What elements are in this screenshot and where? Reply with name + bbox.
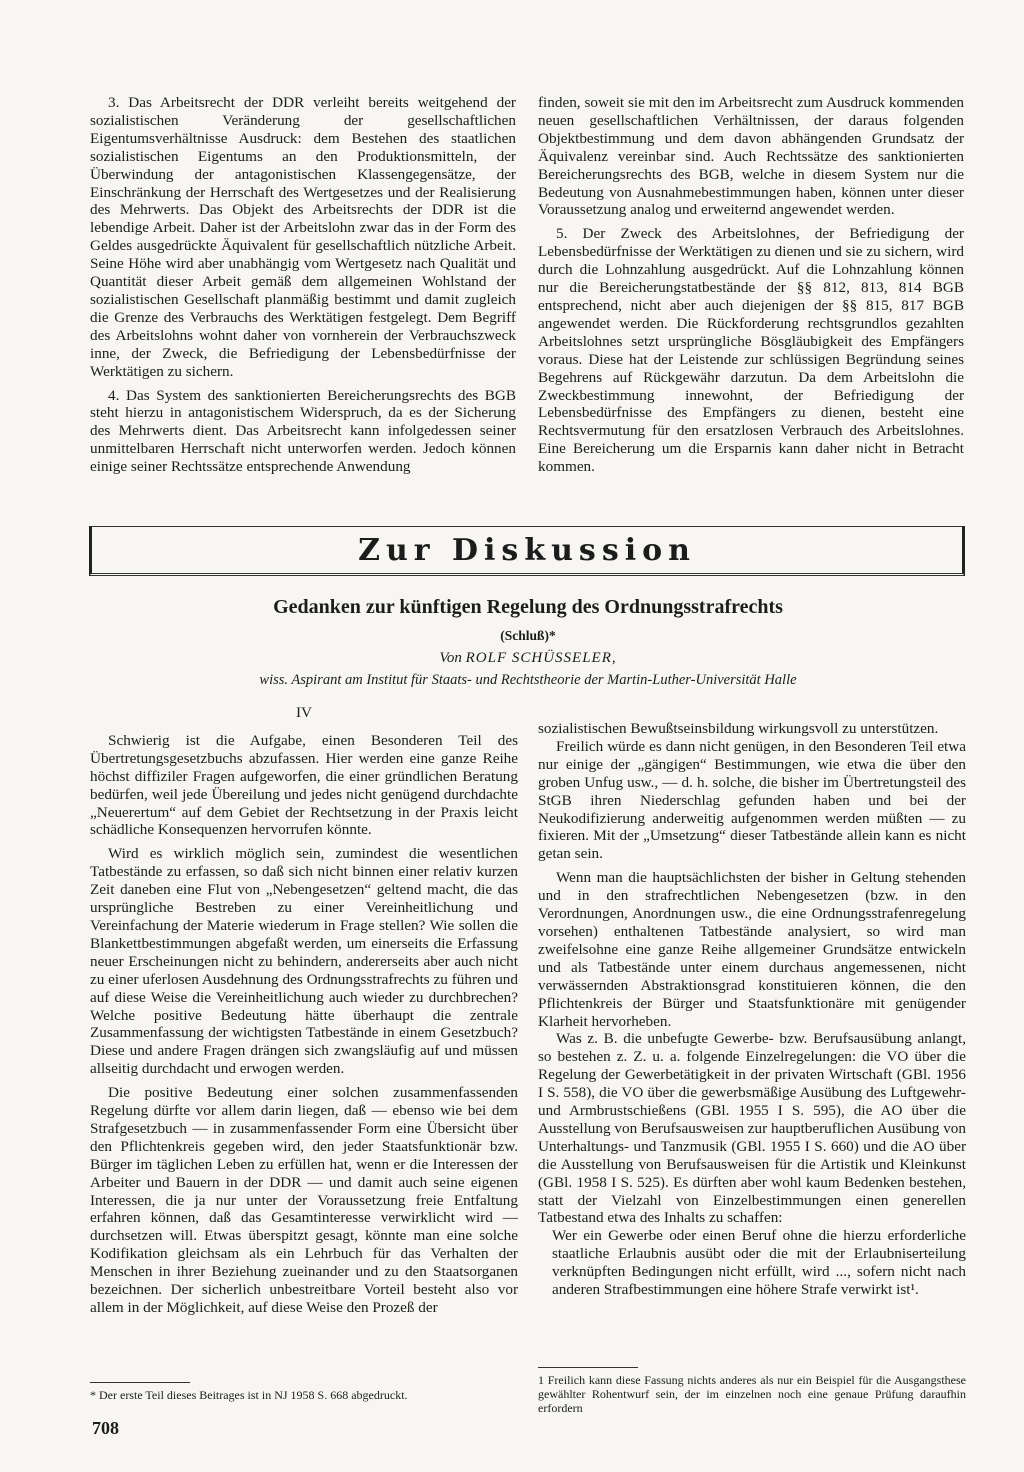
block-quote: Wer ein Gewerbe oder einen Beruf ohne die hierzu erforderliche staatliche Erlaubnis ausübt oder die mit der Erlaubniserteilung verknüpften Bedingungen nicht erfüllt, wird ..., sofern nicht nach anderen Strafbestimmungen eine höhere Strafe verwirkt ist¹.: [552, 1227, 966, 1299]
body-paragraph: Was z. B. die unbefugte Gewerbe- bzw. Berufsausübung anlangt, so bestehen z. Z. u. a. folgende Einzelregelungen: die VO über die Regelung der Gewerbetätigkeit in der privaten Wirtschaft (GBl. 1956 I S. 558), die VO über die gewerbsmäßige Ausübung des Luftgewehr- und Armbrustschießens (GBl. 1955 I S. 595), die AO über die Ausstellung von Berufsausweisen zur hauptberuflichen Ausübung von Unterhaltungs- und Tanzmusik (GBl. 1955 I S. 660) und die AO über die Ausstellung von Berufsausweisen für die Artistik und Kleinkunst (GBl. 1958 I S. 525). Es dürften aber wohl kaum Bedenken bestehen, statt der Vielzahl von Einzelbestimmungen einen generellen Tatbestand etwa des Inhalts zu schaffen:: [538, 1030, 966, 1227]
author-name: ROLF SCHÜSSELER,: [465, 650, 617, 666]
footnote-divider: [538, 1367, 638, 1368]
author-line: [90, 650, 966, 667]
section-banner: [89, 526, 965, 576]
body-paragraph: sozialistischen Bewußtseinsbildung wirkungsvoll zu unterstützen.: [538, 720, 939, 737]
article-title: Gedanken zur künftigen Regelung des Ordnungsstrafrechts: [273, 596, 783, 618]
bottom-left-column: [90, 704, 518, 1317]
paragraph-3: 3. Das Arbeitsrecht der DDR verleiht bereits weitgehend der sozialistischen Veränderung der gesellschaftlichen Eigentumsverhältnisse Ausdruck: dem Bestehen des staatlichen sozialistischen Eigentums an den Produktionsmitteln, der Überwindung der antagonistischen Klassengegensätze, der Einschränkung der Herrschaft des Wertgesetzes und der Realisierung des Mehrwerts. Das Objekt des Arbeitsrechts der DDR ist die lebendige Arbeit. Daher ist der Arbeitslohn zwar das in der Form des Geldes ausgedrückte Äquivalent für gesellschaftlich nützliche Arbeit. Seine Höhe wird aber unabhängig vom Wertgesetz nach Qualität und Quantität dieser Arbeit gemäß dem allgemeinen Wohlstand der sozialistischen Gesellschaft planmäßig bestimmt und damit zugleich die Grenze des Verbrauchs des Werktätigen festgelegt. Dem Begriff des Arbeitslohns wohnt daher von vornherein der Verbrauchszweck inne, der Zweck, die Befriedigung der Lebensbedürfnisse der Werktätigen zu sichern.: [90, 94, 516, 380]
footnote-divider: [90, 1382, 190, 1383]
paragraph-4-continued: finden, soweit sie mit den im Arbeitsrecht zum Ausdruck kommenden neuen gesellschaftlichen Verhältnissen, der daraus folgenden Objektbestimmung und dem davon abhängenden Grundsatz der Äquivalenz vereinbar sind. Auch Rechtssätze des sanktionierten Bereicherungsrechts des BGB, welche in diesem System nur die Bedeutung von Ausnahmebestimmungen haben, können unter dieser Voraussetzung analog und erweiternd angewendet werden.: [538, 94, 964, 219]
footnote-1: 1 Freilich kann diese Fassung nichts anderes als nur ein Beispiel für die Ausgangsthese gewählter Rohentwurf sein, der im einzelnen noch eine genaue Prüfung daraufhin erfordern: [538, 1373, 966, 1415]
footnote-asterisk: * Der erste Teil dieses Beitrages ist in NJ 1958 S. 668 abgedruckt.: [90, 1388, 408, 1402]
body-paragraph: Schwierig ist die Aufgabe, einen Besonderen Teil des Übertretungsgesetzbuchs abzufassen. Hier werden eine ganze Reihe höchst diffiziler Fragen aufgeworfen, die einer gründlichen Beratung bedürfen, weil jede Übereilung und jedes nicht genügend durchdachte „Neuerertum“ auf dem Gebiet der Rechtsetzung in der Praxis leicht schädliche Konsequenzen hervorrufen könnte.: [90, 731, 518, 839]
paragraph-4: 4. Das System des sanktionierten Bereicherungsrechts des BGB steht hierzu in antagonistischem Widerspruch, da es der Sicherung des Mehrwerts dient. Das Arbeitsrecht kann infolgedessen seiner unmittelbaren Herrschaft nicht unterworfen werden. Jedoch können einige seiner Rechtssätze entsprechende Anwendung: [90, 386, 516, 476]
section-banner-title: Zur Diskussion: [358, 532, 696, 568]
body-paragraph: Wenn man die hauptsächlichsten der bisher in Geltung stehenden und in den strafrechtlichen Nebengesetzen (bzw. in den Verordnungen, Anordnungen usw., die eine Ordnungsstrafenregelung vorsehen) enthaltenen Tatbestände analysiert, so wird man zweifelsohne eine ganze Reihe allgemeiner Grundsätze entwickeln und als Tatbestände unter einem durchaus angemessenen, nicht verwässernden Abstraktionsgrad konstituieren können, die den Pflichtenkreis der Bürger und Staatsfunktionäre mit genügender Klarheit hervorheben.: [538, 869, 966, 1030]
author-affiliation: wiss. Aspirant am Institut für Staats- und Rechtstheorie der Martin-Luther-Universität Halle: [259, 672, 797, 688]
top-right-column: [538, 94, 964, 476]
body-paragraph: Die positive Bedeutung einer solchen zusammenfassenden Regelung dürfte vor allem darin liegen, daß — ebenso wie bei dem Strafgesetzbuch — in zusammenfassender Form eine Übersicht über den Pflichtenkreis gegeben wird, den jeder Staatsfunktionär bzw. Bürger im täglichen Leben zu erfüllen hat, wenn er die Interessen der Arbeiter und Bauern in der DDR — und damit auch seine eigenen Interessen, die ja nur unter der Voraussetzung freie Entfaltung erfahren können, daß das Gesamtinteresse verwirklicht wird — durchsetzen will. Etwas überspitzt gesagt, könnte man eine solche Kodifikation gleichsam als ein Lehrbuch für das Verhalten der Menschen in ihrer Beziehung zueinander und zu den Staatsorganen bezeichnen. Der sicherlich unbestreitbare Vorteil besteht also vor allem in der Möglichkeit, auf diese Weise den Prozeß der: [90, 1084, 518, 1316]
section-number: IV: [295, 704, 313, 721]
bottom-right-column: [538, 720, 966, 1299]
body-paragraph: Wird es wirklich möglich sein, zumindest die wesentlichen Tatbestände zu erfassen, so daß sich nicht binnen einer relativ kurzen Zeit daneben eine Flut von „Nebengesetzen“ geltend macht, die das ursprüngliche Bestreben zu einer Vereinheitlichung und Vereinfachung der Materie wiederum in Frage stellen? Wie sollen die Blankettbestimmungen abgefaßt werden, um einerseits die Erfassung neuer Erscheinungen nicht zu behindern, andererseits aber auch nicht zu einer uferlosen Ausdehnung des Ordnungsstrafrechts zu führen und auf diese Weise die Vereinheitlichung auch wieder zu durchbrechen? Welche positive Bedeutung hätte überhaupt die zentrale Zusammenfassung der wichtigsten Tatbestände in einem Gesetzbuch? Diese und andere Fragen drängen sich zwangsläufig auf und müssen allseitig durchdacht und erwogen werden.: [90, 845, 518, 1078]
top-left-column: [90, 94, 516, 476]
body-paragraph: Freilich würde es dann nicht genügen, in den Besonderen Teil etwa nur einige der „gängigen“ Bestimmungen, wie etwa die über den groben Unfug usw., — d. h. solche, die bisher im Übertretungsteil des StGB ihren Niederschlag gefunden haben und bei der Neukodifizierung anderweitig aufgenommen werden müßten — zu fixieren. Mit der „Umsetzung“ dieser Tatbestände allein kann es nicht getan sein.: [538, 737, 966, 863]
author-prefix: Von: [439, 650, 462, 666]
paragraph-5: 5. Der Zweck des Arbeitslohnes, der Befriedigung der Lebensbedürfnisse der Werktätigen zu dienen und sie zu sichern, wird durch die Lohnzahlung ausgedrückt. Auf die Lohnzahlung können nur die Bereicherungstatbestände der §§ 812, 813, 814 BGB entsprechend, nicht aber auch diejenigen der §§ 815, 817 BGB angewendet werden. Die Rückforderung rechtsgrundlos gezahlten Arbeitslohnes setzt ursprüngliche Bösgläubigkeit des Empfängers voraus. Diese hat der Leistende zur schlüssigen Begründung seines Begehrens auf Rückgewähr darzutun. Da dem Arbeitslohn die Zweckbestimmung innewohnt, der Befriedigung der Lebensbedürfnisse des Empfängers zu dienen, besteht eine Rechtsvermutung für den ersatzlosen Verbrauch des Arbeitslohnes. Eine Bereicherung um die Ersparnis kann daher nicht in Betracht kommen.: [538, 225, 964, 476]
page-number: 708: [92, 1418, 119, 1438]
article-subtitle: (Schluß)*: [500, 628, 556, 643]
